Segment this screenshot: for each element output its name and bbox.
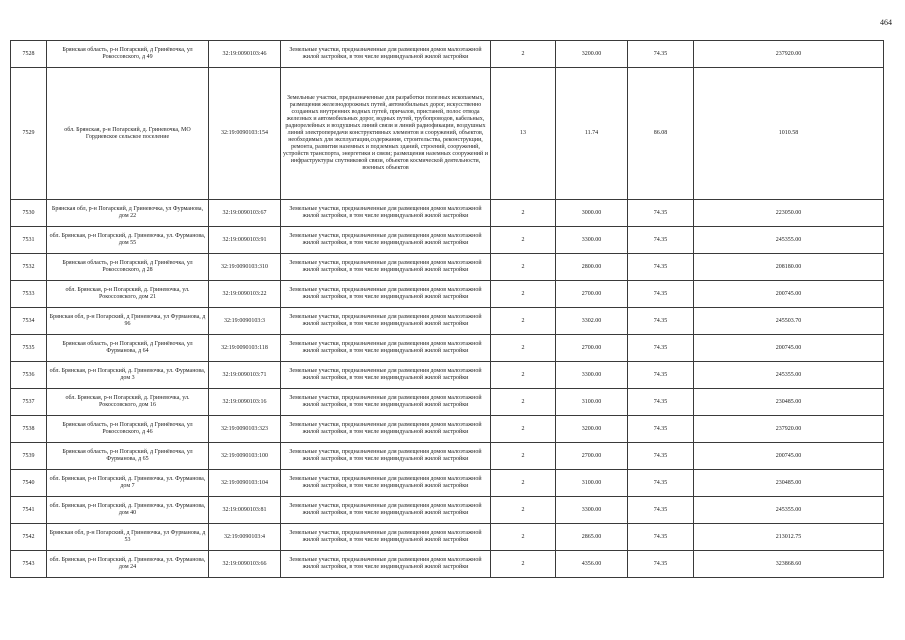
row-number-cell: 7537	[11, 389, 47, 416]
address-cell: обл. Брянская, р-н Погарский, д. Гриневочка, ул. Фурманова, дом 55	[47, 227, 209, 254]
table-row	[11, 335, 884, 362]
cadastral-value-cell: 230485.00	[694, 470, 884, 497]
rate-cell: 86.08	[628, 68, 694, 200]
row-number-cell: 7541	[11, 497, 47, 524]
land-use-cell: Земельные участки, предназначенные для размещения домов малоэтажной жилой застройки, в том числе индивидуальной жилой застройки	[281, 254, 491, 281]
address-cell: Брянская область, р-н Погарский, д Гринёвочка, ул Фурманова, д 65	[47, 443, 209, 470]
cadastral-number-cell: 32:19:0090103:154	[209, 68, 281, 200]
land-use-cell: Земельные участки, предназначенные для размещения домов малоэтажной жилой застройки, в том числе индивидуальной жилой застройки	[281, 443, 491, 470]
address-cell: Брянская область, р-н Погарский, д Гринёвочка, ул Фурманова, д 64	[47, 335, 209, 362]
address-cell: Брянская область, р-н Погарский, д Гринёвочка, ул Рокоссовского, д 46	[47, 416, 209, 443]
cadastral-value-cell: 245503.70	[694, 308, 884, 335]
category-code-cell: 2	[491, 416, 556, 443]
cadastral-value-cell: 237920.00	[694, 41, 884, 68]
row-number-cell: 7533	[11, 281, 47, 308]
address-cell: обл. Брянская, р-н Погарский, д. Гриневочка, ул. Фурманова, дом 3	[47, 362, 209, 389]
cadastral-number-cell: 32:19:0090103:3	[209, 308, 281, 335]
address-cell: Брянская обл, р-н Погарский, д Гриневочка, ул Фурманова, д 53	[47, 524, 209, 551]
category-code-cell: 2	[491, 41, 556, 68]
table-row	[11, 227, 884, 254]
cadastral-number-cell: 32:19:0090103:4	[209, 524, 281, 551]
cadastral-value-cell: 200745.00	[694, 335, 884, 362]
area-cell: 3300.00	[556, 362, 628, 389]
cadastral-number-cell: 32:19:0090103:118	[209, 335, 281, 362]
land-use-cell: Земельные участки, предназначенные для размещения домов малоэтажной жилой застройки, в том числе индивидуальной жилой застройки	[281, 389, 491, 416]
rate-cell: 74.35	[628, 281, 694, 308]
land-use-cell: Земельные участки, предназначенные для размещения домов малоэтажной жилой застройки, в том числе индивидуальной жилой застройки	[281, 362, 491, 389]
area-cell: 3100.00	[556, 470, 628, 497]
cadastral-value-cell: 245355.00	[694, 362, 884, 389]
cadastral-value-cell: 230485.00	[694, 389, 884, 416]
rate-cell: 74.35	[628, 416, 694, 443]
table-row	[11, 524, 884, 551]
row-number-cell: 7540	[11, 470, 47, 497]
category-code-cell: 2	[491, 389, 556, 416]
land-use-cell: Земельные участки, предназначенные для размещения домов малоэтажной жилой застройки, в том числе индивидуальной жилой застройки	[281, 497, 491, 524]
rate-cell: 74.35	[628, 335, 694, 362]
cadastral-value-cell: 200745.00	[694, 281, 884, 308]
rate-cell: 74.35	[628, 308, 694, 335]
category-code-cell: 2	[491, 281, 556, 308]
address-cell: Брянская область, р-н Погарский, д Гринёвочка, ул Рокоссовского, д 49	[47, 41, 209, 68]
row-number-cell: 7531	[11, 227, 47, 254]
area-cell: 3200.00	[556, 416, 628, 443]
row-number-cell: 7529	[11, 68, 47, 200]
land-use-cell: Земельные участки, предназначенные для размещения домов малоэтажной жилой застройки, в том числе индивидуальной жилой застройки	[281, 281, 491, 308]
table-row	[11, 41, 884, 68]
area-cell: 2700.00	[556, 335, 628, 362]
area-cell: 3300.00	[556, 227, 628, 254]
category-code-cell: 2	[491, 335, 556, 362]
area-cell: 2800.00	[556, 254, 628, 281]
rate-cell: 74.35	[628, 551, 694, 578]
category-code-cell: 2	[491, 200, 556, 227]
table-row	[11, 443, 884, 470]
cadastral-value-cell: 208180.00	[694, 254, 884, 281]
row-number-cell: 7543	[11, 551, 47, 578]
category-code-cell: 13	[491, 68, 556, 200]
table-row	[11, 281, 884, 308]
cadastral-value-cell: 245355.00	[694, 227, 884, 254]
cadastral-number-cell: 32:19:0090103:323	[209, 416, 281, 443]
rate-cell: 74.35	[628, 443, 694, 470]
row-number-cell: 7535	[11, 335, 47, 362]
address-cell: обл. Брянская, р-н Погарский, д. Гриневочка, ул. Фурманова, дом 40	[47, 497, 209, 524]
cadastral-number-cell: 32:19:0090103:71	[209, 362, 281, 389]
land-use-cell: Земельные участки, предназначенные для размещения домов малоэтажной жилой застройки, в том числе индивидуальной жилой застройки	[281, 308, 491, 335]
land-use-cell: Земельные участки, предназначенные для размещения домов малоэтажной жилой застройки, в том числе индивидуальной жилой застройки	[281, 41, 491, 68]
rate-cell: 74.35	[628, 227, 694, 254]
table-row	[11, 68, 884, 200]
address-cell: Брянская область, р-н Погарский, д Гринёвочка, ул Рокоссовского, д 28	[47, 254, 209, 281]
row-number-cell: 7534	[11, 308, 47, 335]
table-row	[11, 200, 884, 227]
cadastral-value-cell: 213012.75	[694, 524, 884, 551]
table-row	[11, 551, 884, 578]
row-number-cell: 7532	[11, 254, 47, 281]
address-cell: обл. Брянская, р-н Погарский, д. Гриневочка, ул. Фурманова, дом 24	[47, 551, 209, 578]
row-number-cell: 7539	[11, 443, 47, 470]
address-cell: обл. Брянская, р-н Погарский, д. Гриневочка, ул. Рокоссовского, дом 16	[47, 389, 209, 416]
cadastral-value-cell: 323868.60	[694, 551, 884, 578]
cadastral-value-cell: 200745.00	[694, 443, 884, 470]
rate-cell: 74.35	[628, 497, 694, 524]
category-code-cell: 2	[491, 497, 556, 524]
cadastral-value-cell: 245355.00	[694, 497, 884, 524]
land-use-cell: Земельные участки, предназначенные для разработки полезных ископаемых, размещения железнодорожных путей, автомобильных дорог, искусственно созданных внутренних водных путей, причалов, пристаней, полос отвода железных и автомобильных дорог, водных путей, трубопроводов, кабельных, радиорелейных и воздушных линий связи и линий радиофикации, воздушных линий электропередачи конструктивных элементов и сооружений, объектов, необходимых для эксплуатации,содержания, строительства, реконструкции, ремонта, развития наземных и подземных зданий, строений, сооружений, устройств транспорта, энергетики и связи; размещения наземных сооружений и инфраструктуры спутниковой связи, объектов космической деятельности, военных объектов	[281, 68, 491, 200]
cadastral-value-cell: 237920.00	[694, 416, 884, 443]
area-cell: 11.74	[556, 68, 628, 200]
category-code-cell: 2	[491, 443, 556, 470]
cadastral-number-cell: 32:19:0090103:22	[209, 281, 281, 308]
address-cell: обл. Брянская, р-н Погарский, д. Гриневочка, ул. Фурманова, дом 7	[47, 470, 209, 497]
cadastral-number-cell: 32:19:0090103:104	[209, 470, 281, 497]
land-use-cell: Земельные участки, предназначенные для размещения домов малоэтажной жилой застройки, в том числе индивидуальной жилой застройки	[281, 524, 491, 551]
cadastral-value-cell: 223050.00	[694, 200, 884, 227]
table-row	[11, 416, 884, 443]
row-number-cell: 7530	[11, 200, 47, 227]
area-cell: 3200.00	[556, 41, 628, 68]
area-cell: 3000.00	[556, 200, 628, 227]
area-cell: 4356.00	[556, 551, 628, 578]
category-code-cell: 2	[491, 470, 556, 497]
address-cell: обл. Брянская, р-н Погарский, д. Гриневочка, ул. Рокоссовского, дом 21	[47, 281, 209, 308]
rate-cell: 74.35	[628, 362, 694, 389]
row-number-cell: 7528	[11, 41, 47, 68]
table-row	[11, 254, 884, 281]
rate-cell: 74.35	[628, 254, 694, 281]
cadastral-number-cell: 32:19:0090103:16	[209, 389, 281, 416]
area-cell: 3100.00	[556, 389, 628, 416]
cadastral-value-cell: 1010.58	[694, 68, 884, 200]
cadastral-number-cell: 32:19:0090103:310	[209, 254, 281, 281]
area-cell: 3302.00	[556, 308, 628, 335]
cadastral-number-cell: 32:19:0090103:100	[209, 443, 281, 470]
rate-cell: 74.35	[628, 470, 694, 497]
cadastral-number-cell: 32:19:0090103:66	[209, 551, 281, 578]
category-code-cell: 2	[491, 227, 556, 254]
land-use-cell: Земельные участки, предназначенные для размещения домов малоэтажной жилой застройки, в том числе индивидуальной жилой застройки	[281, 470, 491, 497]
land-use-cell: Земельные участки, предназначенные для размещения домов малоэтажной жилой застройки, в том числе индивидуальной жилой застройки	[281, 416, 491, 443]
table-row	[11, 497, 884, 524]
area-cell: 2700.00	[556, 281, 628, 308]
row-number-cell: 7536	[11, 362, 47, 389]
address-cell: обл. Брянская, р-н Погарский, д. Гриневочка, МО Гордиевское сельское поселение	[47, 68, 209, 200]
area-cell: 2865.00	[556, 524, 628, 551]
rate-cell: 74.35	[628, 41, 694, 68]
table-row	[11, 362, 884, 389]
cadastral-number-cell: 32:19:0090103:91	[209, 227, 281, 254]
land-parcel-table	[10, 40, 884, 578]
land-use-cell: Земельные участки, предназначенные для размещения домов малоэтажной жилой застройки, в том числе индивидуальной жилой застройки	[281, 200, 491, 227]
table-row	[11, 470, 884, 497]
land-use-cell: Земельные участки, предназначенные для размещения домов малоэтажной жилой застройки, в том числе индивидуальной жилой застройки	[281, 227, 491, 254]
category-code-cell: 2	[491, 362, 556, 389]
table-row	[11, 389, 884, 416]
rate-cell: 74.35	[628, 389, 694, 416]
land-use-cell: Земельные участки, предназначенные для размещения домов малоэтажной жилой застройки, в том числе индивидуальной жилой застройки	[281, 551, 491, 578]
category-code-cell: 2	[491, 524, 556, 551]
table-body	[11, 41, 884, 578]
address-cell: Брянская обл, р-н Погарский, д Гриневочка, ул Фурманова, д 96	[47, 308, 209, 335]
cadastral-number-cell: 32:19:0090103:46	[209, 41, 281, 68]
rate-cell: 74.35	[628, 200, 694, 227]
area-cell: 3300.00	[556, 497, 628, 524]
cadastral-number-cell: 32:19:0090103:67	[209, 200, 281, 227]
table-row	[11, 308, 884, 335]
category-code-cell: 2	[491, 308, 556, 335]
page-number: 464	[880, 18, 892, 27]
area-cell: 2700.00	[556, 443, 628, 470]
rate-cell: 74.35	[628, 524, 694, 551]
category-code-cell: 2	[491, 254, 556, 281]
category-code-cell: 2	[491, 551, 556, 578]
row-number-cell: 7542	[11, 524, 47, 551]
address-cell: Брянская обл, р-н Погарский, д Гриневочка, ул Фурманова, дом 22	[47, 200, 209, 227]
row-number-cell: 7538	[11, 416, 47, 443]
cadastral-number-cell: 32:19:0090103:81	[209, 497, 281, 524]
land-use-cell: Земельные участки, предназначенные для размещения домов малоэтажной жилой застройки, в том числе индивидуальной жилой застройки	[281, 335, 491, 362]
